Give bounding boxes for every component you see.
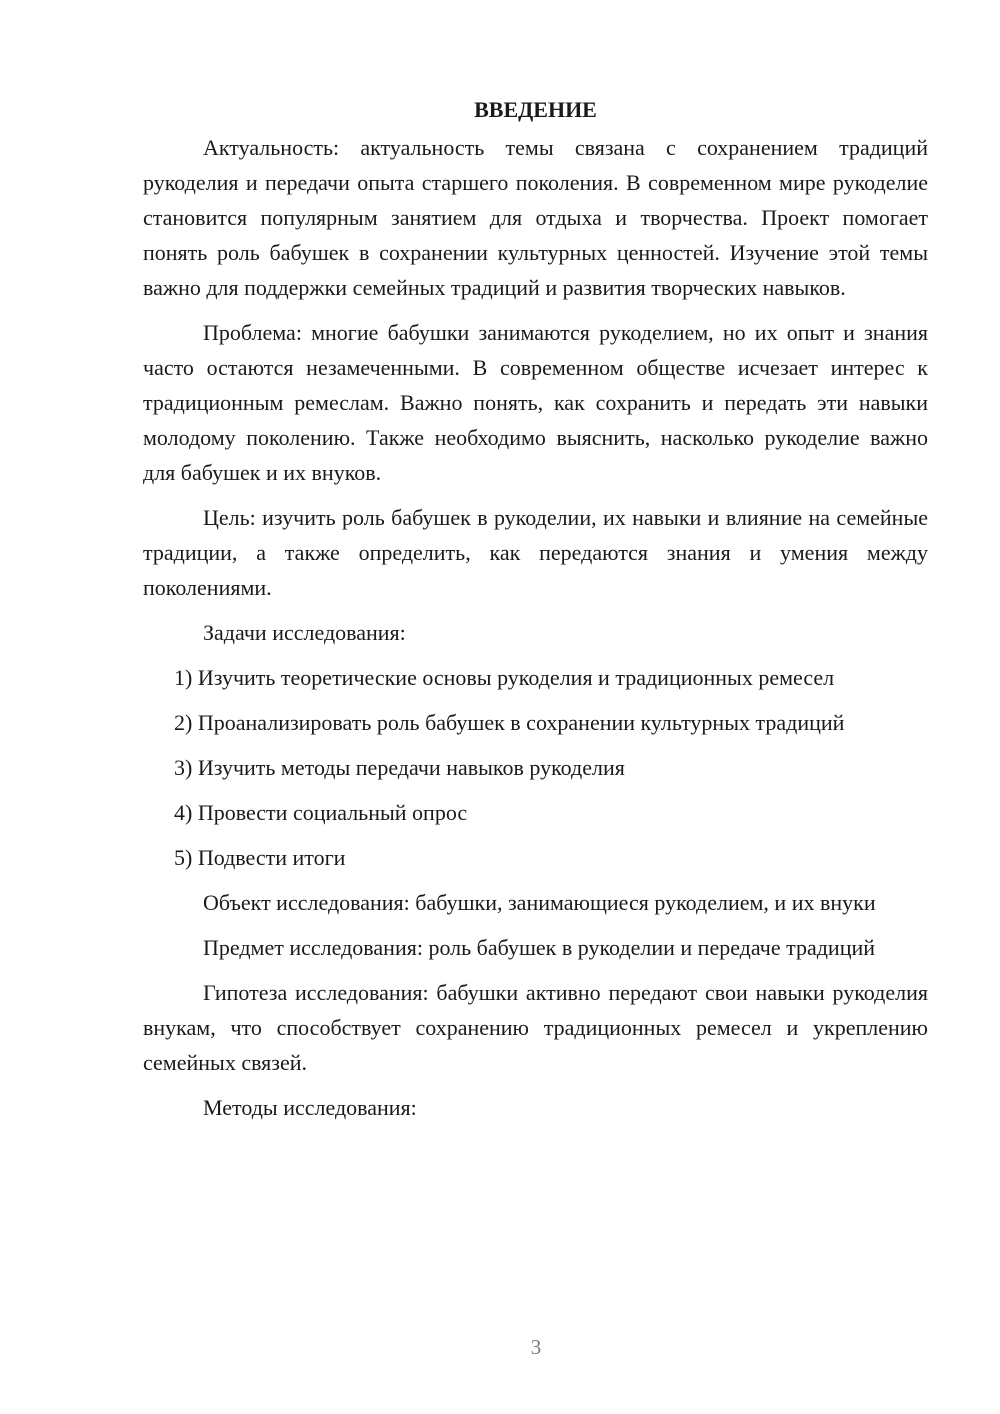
page-body (143, 92, 928, 1125)
task-item-4: 4) Провести социальный опрос (174, 800, 468, 825)
task-item-3: 3) Изучить методы передачи навыков рукоделия (174, 755, 625, 780)
task-item-5: 5) Подвести итоги (174, 845, 346, 870)
object-paragraph: Объект исследования: бабушки, занимающиеся рукоделием, и их внуки (203, 890, 876, 915)
task-item-2: 2) Проанализировать роль бабушек в сохранении культурных традиций (174, 710, 845, 735)
relevance-paragraph: Актуальность: актуальность темы связана с сохранением традиций рукоделия и передачи опыта старшего поколения. В современном мире рукоделие становится популярным занятием для отдыха и творчества. Проект помогает понять роль бабушек в сохранении культурных ценностей. Изучение этой темы важно для поддержки семейных традиций и развития творческих навыков. (143, 135, 928, 300)
hypothesis-paragraph: Гипотеза исследования: бабушки активно передают свои навыки рукоделия внукам, что способствует сохранению традиционных ремесел и укреплению семейных связей. (143, 980, 928, 1075)
subject-paragraph: Предмет исследования: роль бабушек в рукоделии и передаче традиций (203, 935, 876, 960)
tasks-heading: Задачи исследования: (203, 620, 406, 645)
page-number: 3 (530, 1335, 542, 1359)
goal-paragraph: Цель: изучить роль бабушек в рукоделии, их навыки и влияние на семейные традиции, а также определить, как передаются знания и умения между поколениями. (143, 505, 928, 600)
page-title: ВВЕДЕНИЕ (474, 97, 597, 122)
problem-paragraph: Проблема: многие бабушки занимаются рукоделием, но их опыт и знания часто остаются незамеченными. В современном обществе исчезает интерес к традиционным ремеслам. Важно понять, как сохранить и передать эти навыки молодому поколению. Также необходимо выяснить, насколько рукоделие важно для бабушек и их внуков. (143, 320, 928, 485)
task-item-1: 1) Изучить теоретические основы рукоделия и традиционных ремесел (174, 665, 835, 690)
methods-heading: Методы исследования: (203, 1095, 417, 1120)
